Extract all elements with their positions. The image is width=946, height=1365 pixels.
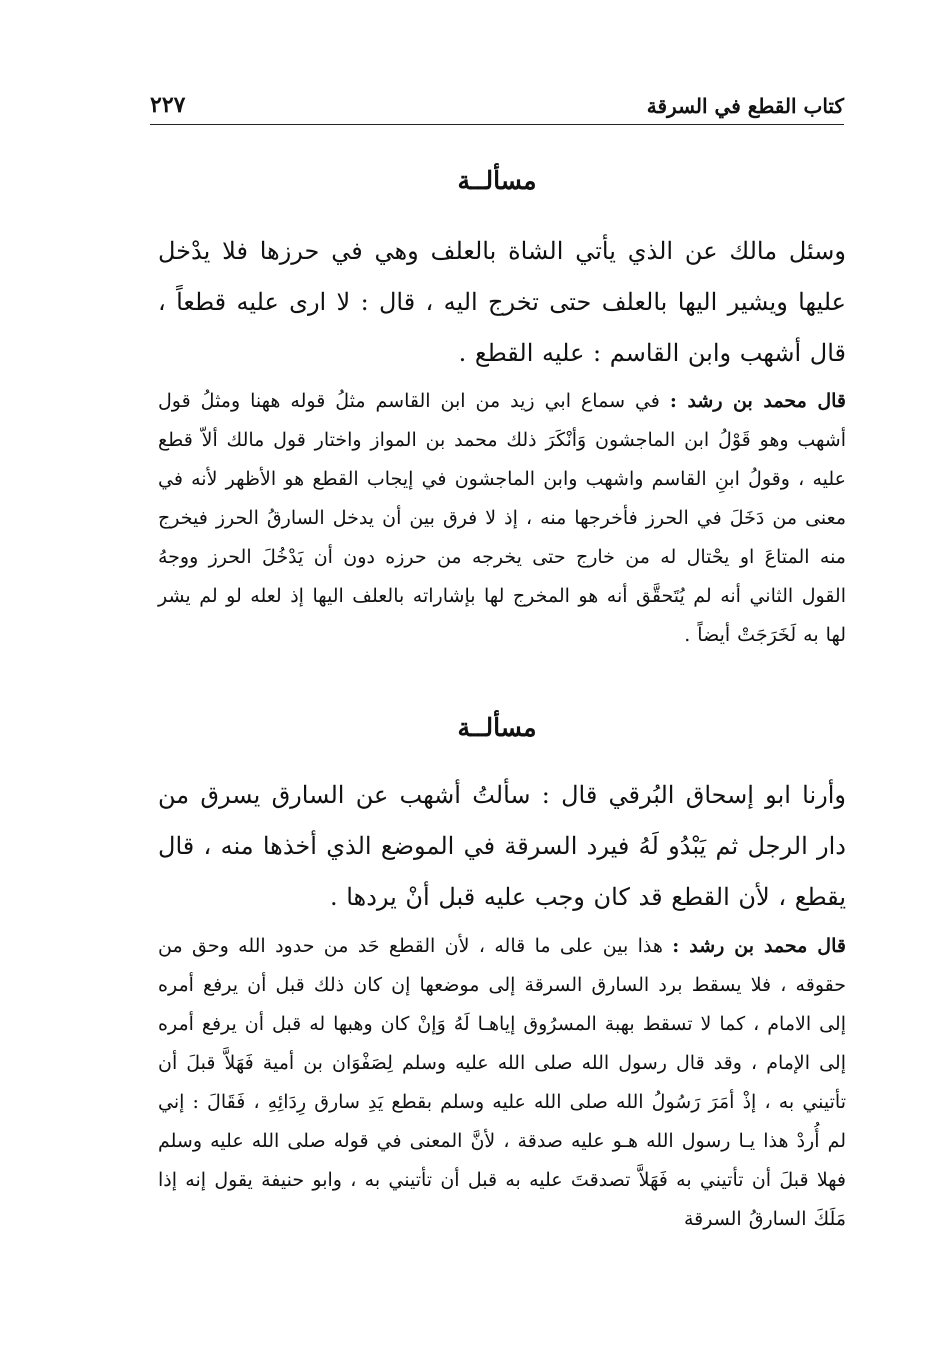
commentary-lead-2: قال محمد بن رشد :	[672, 935, 846, 957]
question-paragraph-2: وأرنا ابو إسحاق البُرقي قال : سألتُ أشهب عن السارق يسرق من دار الرجل ثم يَبْدُو لَهُ فيرد السرقة في الموضع الذي أخذها منه ، قال يقطع ، لأن القطع قد كان وجب عليه قبل أنْ يردها .	[158, 781, 846, 911]
commentary-lead-1: قال محمد بن رشد :	[669, 390, 846, 412]
commentary-paragraph-1	[158, 382, 846, 655]
section-heading-2: مسألــة	[457, 713, 537, 742]
commentary-text-2: هذا بين على ما قاله ، لأن القطع حَد من حدود الله وحق من حقوقه ، فلا يسقط برد السارق السرقة إلى موضعها إن كان ذلك قبل أن يرفع أمره إلى الامام ، كما لا تسقط بهبة المسرُوق إياهـا لَهُ وَإنْ كان وهبها له قبل أن يرفع أمره إلى الإمام ، وقد قال رسول الله صلى الله عليه وسلم لِصَفْوَان بن أمية فَهَلاَّ قبلَ أن تأتيني به ، إذْ أمَرَ رَسُولُ الله صلى الله عليه وسلم بقطع يَدِ سارق رِدَائِهِ ، فَقَالَ : إني لم أُردْ هذا يـا رسول الله هـو عليه صدقة ، لأنَّ المعنى في قوله صلى الله عليه وسلم فهلا قبلَ أن تأتيني به فَهَلاَّ تصدقتَ عليه به قبل أن تأتيني به ، وابو حنيفة يقول إنه إذا مَلَكَ السارقُ السرقة	[158, 935, 846, 1230]
commentary-text-1: في سماع ابي زيد من ابن القاسم مثلُ قوله ههنا ومثلُ قول أشهب وهو قَوْلُ ابن الماجشون وَأنْكَرَ ذلك محمد بن المواز واختار قول مالك ألاّ قطع عليه ، وقولُ ابنِ القاسم واشهب وابن الماجشون في إيجاب القطع هو الأظهر لأنه في معنى من دَخَلَ في الحرز فأخرجها منه ، إذ لا فرق بين أن يدخل السارقُ الحرز فيخرج منه المتاعَ او يحْتال له من خارج حتى يخرجه من حرزه دون أن يَدْخُلَ الحرز ووجهُ القول الثاني أنه لم يُتَحقَّق أنه هو المخرج لها بإشاراته بالعلف اليها إذ لعله لو لم يشر لها به لَخَرَجَتْ أيضاً .	[158, 390, 846, 646]
commentary-paragraph-2	[158, 927, 846, 1239]
page-number: ٢٢٧	[150, 92, 186, 118]
question-paragraph-1: وسئل مالك عن الذي يأتي الشاة بالعلف وهي في حرزها فلا يدْخل عليها ويشير اليها بالعلف حتى تخرج اليه ، قال : لا ارى عليه قطعاً ، قال أشهب وابن القاسم : عليه القطع .	[158, 237, 846, 367]
running-header	[150, 86, 844, 125]
running-title: كتاب القطع في السرقة	[646, 94, 844, 118]
section-heading-1: مسألــة	[457, 166, 537, 195]
